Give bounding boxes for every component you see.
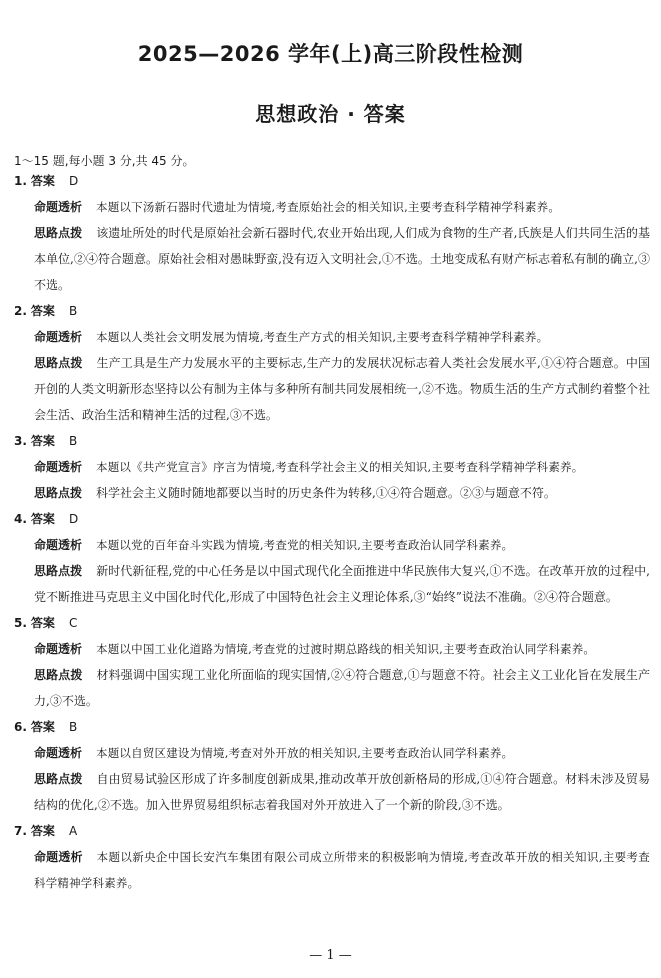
hint-paragraph — [14, 766, 650, 818]
question-number: 2. — [14, 304, 27, 318]
question-number: 7. — [14, 824, 27, 838]
hint-paragraph-text: 新时代新征程,党的中心任务是以中国式现代化全面推进中华民族伟大复兴,①不选。在改革开放的过程中,党不断推进马克思主义中国化时代化,形成了中国特色社会主义理论体系,③“始终”说法不准确。②④符合题意。 — [34, 564, 650, 604]
analysis-paragraph — [14, 324, 650, 350]
answer-letter: B — [68, 434, 78, 448]
hint-paragraph-text: 该遗址所处的时代是原始社会新石器时代,农业开始出现,人们成为食物的生产者,氏族是人们共同生活的基本单位,②④符合题意。原始社会相对愚昧野蛮,没有迈入文明社会,①不选。土地变成私有财产标志着私有制的确立,③不选。 — [34, 226, 650, 292]
question-number: 4. — [14, 512, 27, 526]
section-intro: 1～15 题,每小题 3 分,共 45 分。 — [14, 154, 195, 168]
answer-label: 答案 — [30, 616, 55, 630]
analysis-paragraph-text: 本题以人类社会文明发展为情境,考查生产方式的相关知识,主要考查科学精神学科素养。 — [96, 330, 549, 344]
answer-line — [14, 506, 650, 532]
hint-paragraph — [14, 558, 650, 610]
hint-paragraph-label: 思路点拨 — [34, 668, 83, 682]
hint-paragraph — [14, 662, 650, 714]
hint-paragraph-text: 自由贸易试验区形成了许多制度创新成果,推动改革开放创新格局的形成,①④符合题意。材料未涉及贸易结构的优化,②不选。加入世界贸易组织标志着我国对外开放进入了一个新的阶段,③不选。 — [34, 772, 650, 812]
hint-paragraph-label: 思路点拨 — [34, 486, 83, 500]
analysis-paragraph-text: 本题以下汤新石器时代遗址为情境,考查原始社会的相关知识,主要考查科学精神学科素养。 — [96, 200, 561, 214]
page-number: — 1 — — [309, 948, 352, 963]
answer-label: 答案 — [30, 304, 55, 318]
analysis-paragraph — [14, 844, 650, 896]
answer-line — [14, 168, 650, 194]
answer-label: 答案 — [30, 720, 55, 734]
hint-paragraph-text: 科学社会主义随时随地都要以当时的历史条件为转移,①④符合题意。②③与题意不符。 — [96, 486, 556, 500]
answer-line — [14, 610, 650, 636]
analysis-paragraph-label: 命题透析 — [34, 538, 83, 552]
answer-label: 答案 — [30, 512, 55, 526]
analysis-paragraph-label: 命题透析 — [34, 330, 83, 344]
question-block — [14, 298, 650, 428]
question-block — [14, 506, 650, 610]
answer-letter: A — [68, 824, 78, 838]
answer-letter: D — [68, 174, 79, 188]
answer-line — [14, 714, 650, 740]
answer-line — [14, 428, 650, 454]
answer-line — [14, 298, 650, 324]
answer-letter: B — [68, 304, 78, 318]
hint-paragraph-label: 思路点拨 — [34, 226, 83, 240]
answer-label: 答案 — [30, 824, 55, 838]
analysis-paragraph-text: 本题以《共产党宣言》序言为情境,考查科学社会主义的相关知识,主要考查科学精神学科素养。 — [96, 460, 584, 474]
analysis-paragraph — [14, 532, 650, 558]
question-number: 6. — [14, 720, 27, 734]
question-block — [14, 610, 650, 714]
analysis-paragraph-label: 命题透析 — [34, 460, 83, 474]
question-block — [14, 714, 650, 818]
analysis-paragraph-label: 命题透析 — [34, 200, 83, 214]
hint-paragraph — [14, 350, 650, 428]
hint-paragraph — [14, 480, 650, 506]
answer-label: 答案 — [30, 174, 55, 188]
hint-paragraph — [14, 220, 650, 298]
analysis-paragraph-text: 本题以新央企中国长安汽车集团有限公司成立所带来的积极影响为情境,考查改革开放的相关知识,主要考查科学精神学科素养。 — [34, 850, 650, 890]
answer-letter: C — [68, 616, 78, 630]
hint-paragraph-label: 思路点拨 — [34, 772, 83, 786]
analysis-paragraph-text: 本题以党的百年奋斗实践为情境,考查党的相关知识,主要考查政治认同学科素养。 — [96, 538, 514, 552]
hint-paragraph-text: 生产工具是生产力发展水平的主要标志,生产力的发展状况标志着人类社会发展水平,①④符合题意。中国开创的人类文明新形态坚持以公有制为主体与多种所有制共同发展相统一,②不选。物质生活的生产方式制约着整个社会生活、政治生活和精神生活的过程,③不选。 — [34, 356, 650, 422]
page-title: 2025—2026 学年(上)高三阶段性检测 — [137, 42, 524, 66]
analysis-paragraph-label: 命题透析 — [34, 642, 83, 656]
answer-label: 答案 — [30, 434, 55, 448]
analysis-paragraph-text: 本题以中国工业化道路为情境,考查党的过渡时期总路线的相关知识,主要考查政治认同学科素养。 — [96, 642, 596, 656]
analysis-paragraph — [14, 454, 650, 480]
analysis-paragraph — [14, 740, 650, 766]
hint-paragraph-text: 材料强调中国实现工业化所面临的现实国情,②④符合题意,①与题意不符。社会主义工业化旨在发展生产力,③不选。 — [34, 668, 650, 708]
page-subtitle: 思想政治 · 答案 — [255, 102, 406, 126]
question-block — [14, 168, 650, 298]
question-number: 1. — [14, 174, 27, 188]
answer-list — [14, 168, 650, 896]
question-number: 3. — [14, 434, 27, 448]
question-number: 5. — [14, 616, 27, 630]
analysis-paragraph-label: 命题透析 — [34, 746, 83, 760]
analysis-paragraph-text: 本题以自贸区建设为情境,考查对外开放的相关知识,主要考查政治认同学科素养。 — [96, 746, 514, 760]
question-block — [14, 428, 650, 506]
analysis-paragraph-label: 命题透析 — [34, 850, 83, 864]
hint-paragraph-label: 思路点拨 — [34, 356, 83, 370]
answer-letter: D — [68, 512, 79, 526]
answer-letter: B — [68, 720, 78, 734]
analysis-paragraph — [14, 636, 650, 662]
question-block — [14, 818, 650, 896]
answer-line — [14, 818, 650, 844]
analysis-paragraph — [14, 194, 650, 220]
hint-paragraph-label: 思路点拨 — [34, 564, 83, 578]
